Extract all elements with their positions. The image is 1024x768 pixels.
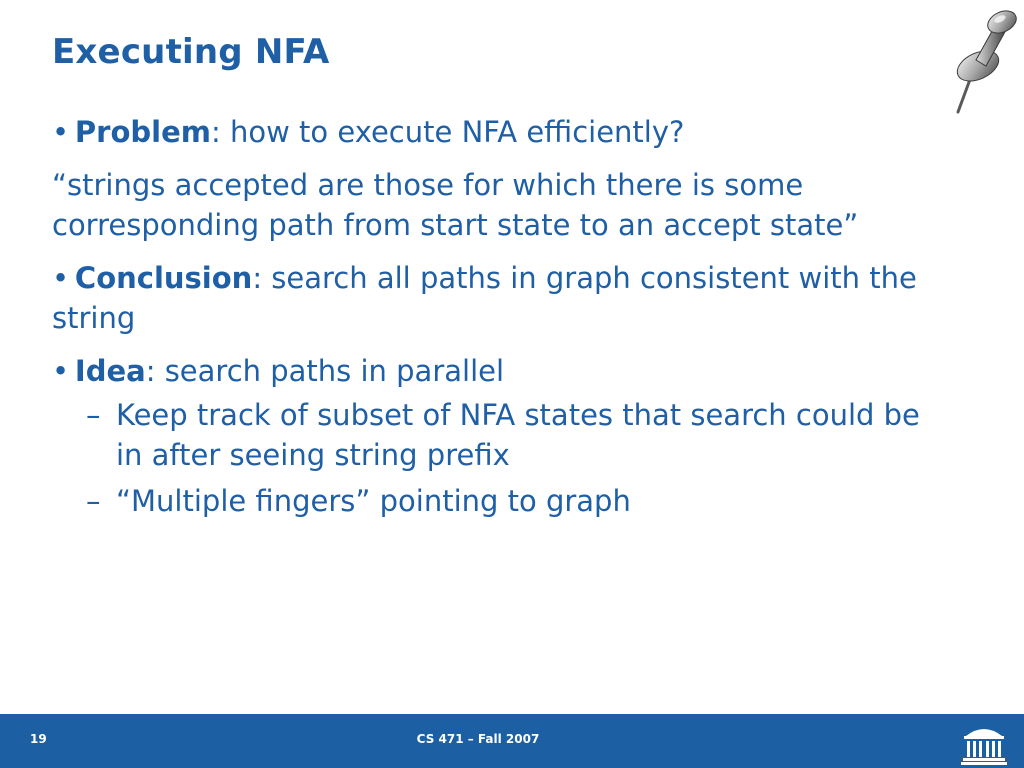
dash-marker: – — [86, 398, 101, 432]
sub-bullet-keep-track — [86, 395, 952, 475]
bullet-idea: • Idea: search paths in parallel — [52, 354, 505, 388]
sub-bullet-multiple-fingers — [86, 481, 952, 521]
idea-label: Idea — [74, 354, 146, 388]
problem-text: : how to execute NFA efficiently? — [210, 115, 685, 149]
conclusion-label: Conclusion — [74, 261, 253, 295]
slide-title: Executing NFA — [52, 32, 330, 72]
sub-bullet-text: Keep track of subset of NFA states that search could be in after seeing string prefix — [116, 398, 920, 472]
rotunda-logo-icon — [960, 720, 1008, 766]
sub-bullet-text: “Multiple fingers” pointing to graph — [116, 484, 631, 518]
course-label: CS 471 – Fall 2007 — [416, 732, 540, 746]
definition-quote: “strings accepted are those for which there is some corresponding path from start state to an accept state” — [52, 168, 859, 242]
pushpin-icon — [940, 4, 1022, 116]
dash-marker: – — [86, 484, 101, 518]
bullet-conclusion: • Conclusion: search all paths in graph consistent with the string — [52, 261, 917, 335]
idea-text: : search paths in parallel — [145, 354, 505, 388]
conclusion-text: : search all paths in graph consistent with the string — [52, 261, 917, 335]
page-number: 19 — [30, 732, 47, 746]
bullet-problem: • Problem: how to execute NFA efficiently? — [52, 115, 685, 149]
slide-content — [52, 112, 952, 527]
footer-bar — [0, 714, 1024, 768]
problem-label: Problem — [74, 115, 211, 149]
